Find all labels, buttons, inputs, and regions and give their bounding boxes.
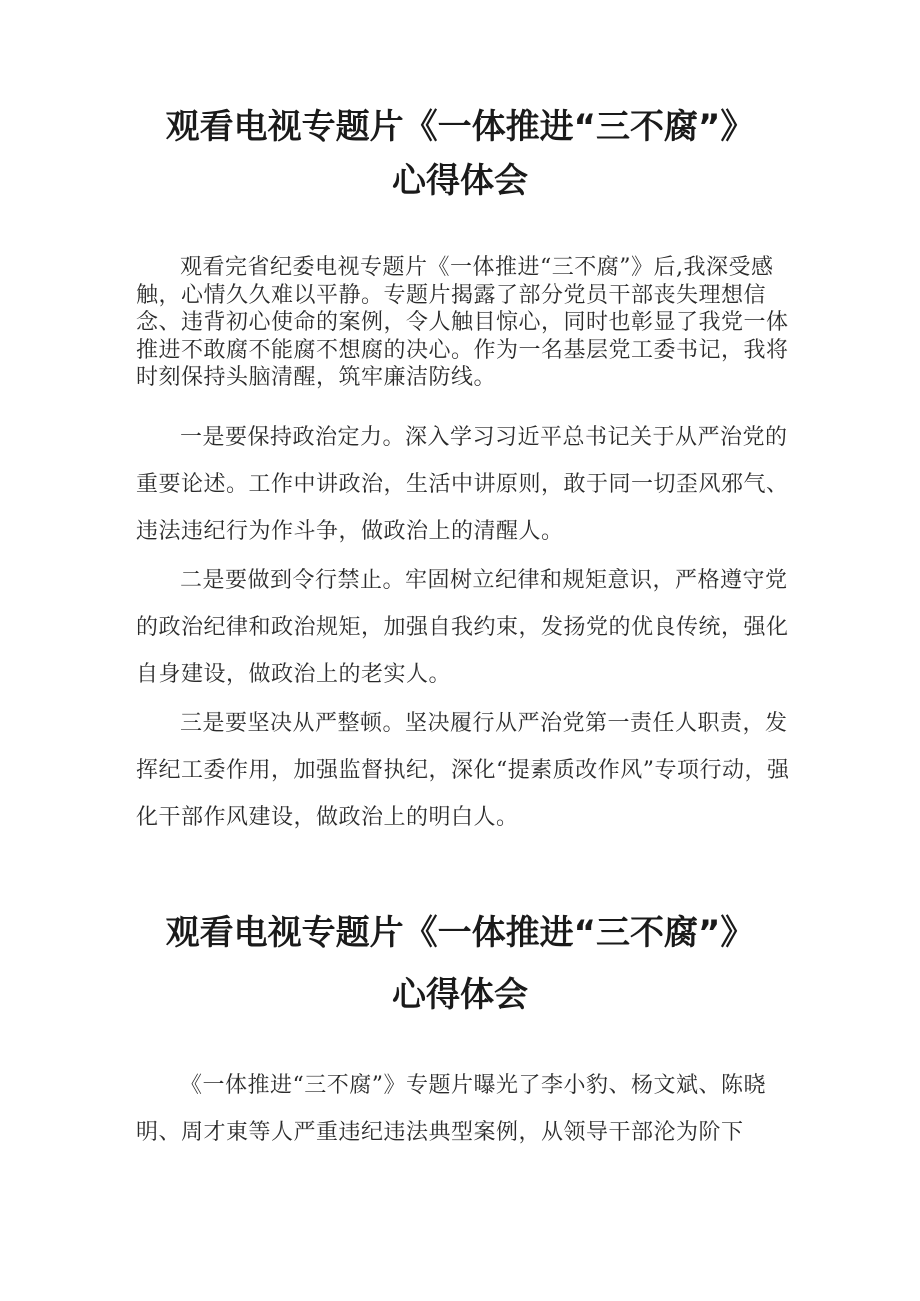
article-1-title-line-1: 观看电视专题片《一体推进“三不腐”》 <box>165 107 755 147</box>
article-2-title-line-2: 心得体会 <box>392 975 528 1015</box>
article-1-paragraph-point-2: 二是要做到令行禁止。牢固树立纪律和规矩意识，严格遵守党的政治纪律和政治规矩，加强自我约束，发扬党的优良传统，强化自身建设，做政治上的老实人。 <box>136 568 789 687</box>
article-1-paragraph-intro: 观看完省纪委电视专题片《一体推进“三不腐”》后,我深受感触，心情久久难以平静。专题片揭露了部分党员干部丧失理想信念、违背初心使命的案例，令人触目惊心，同时也彰显了我党一体推进不敢腐不能腐不想腐的决心。作为一名基层党工委书记，我将时刻保持头脑清醒，筑牢廉洁防线。 <box>136 255 789 390</box>
article-2-title-line-1: 观看电视专题片《一体推进“三不腐”》 <box>165 913 755 953</box>
article-2-paragraph-intro: 《一体推进“三不腐”》专题片曝光了李小豹、杨文斌、陈晓明、周才東等人严重违纪违法典型案例，从领导干部沦为阶下 <box>136 1073 766 1145</box>
article-1-title <box>130 102 790 206</box>
article-1-paragraph-point-1: 一是要保持政治定力。深入学习习近平总书记关于从严治党的重要论述。工作中讲政治，生活中讲原则，敢于同一切歪风邪气、违法违纪行为作斗争，做政治上的清醒人。 <box>136 425 789 544</box>
article-2-title <box>130 908 790 1020</box>
article-1-paragraph-point-3: 三是要坚决从严整顿。坚决履行从严治党第一责任人职责，发挥纪工委作用，加强监督执纪，深化“提素质改作风”专项行动，强化干部作风建设，做政治上的明白人。 <box>136 711 790 830</box>
article-1-title-line-2: 心得体会 <box>392 161 528 201</box>
